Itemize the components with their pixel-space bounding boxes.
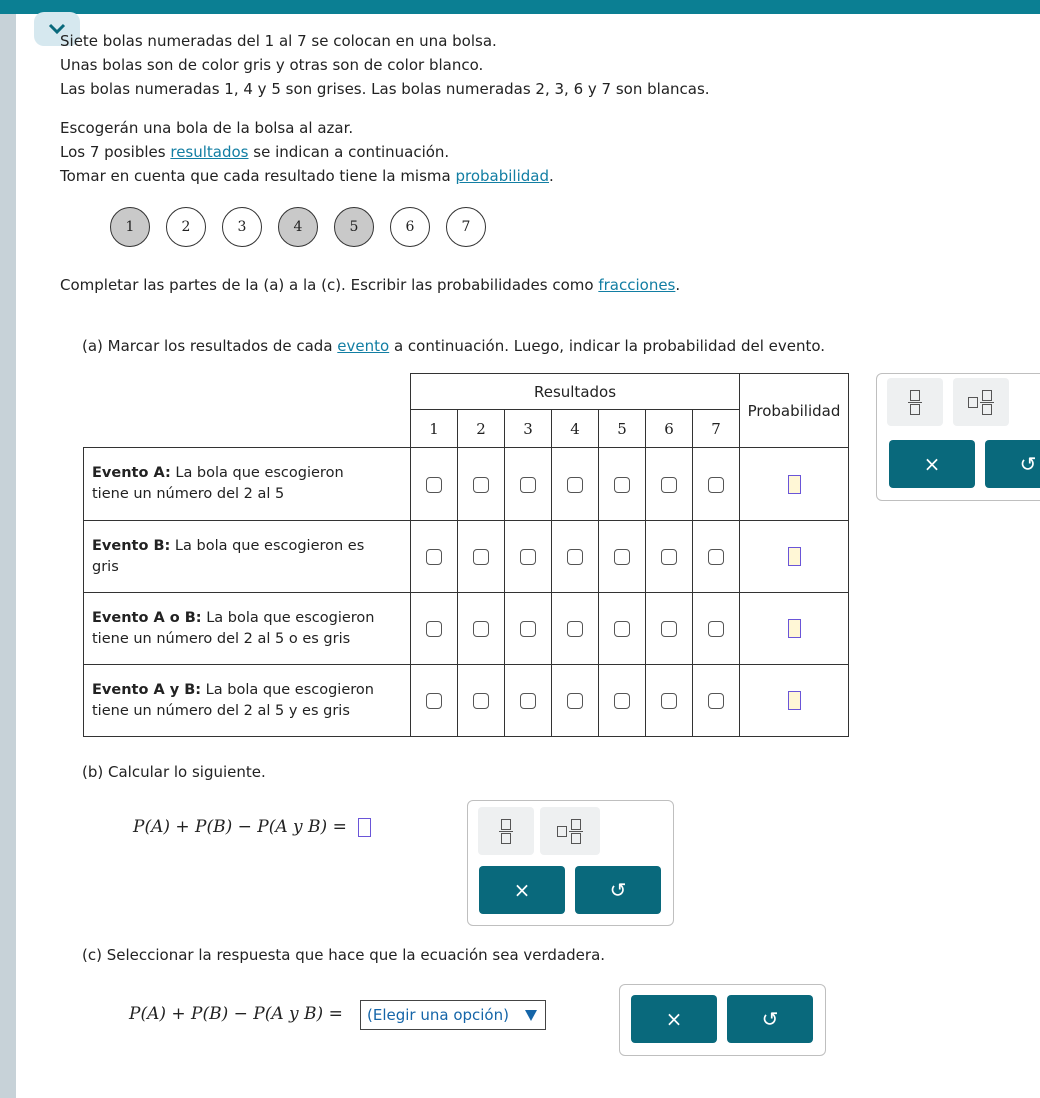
outcome-checkbox-3[interactable] xyxy=(520,621,536,637)
event-description xyxy=(84,448,411,521)
outcome-checkbox-4[interactable] xyxy=(567,621,583,637)
fraction-button[interactable] xyxy=(887,378,943,426)
mixed-number-icon xyxy=(968,390,994,415)
part-a-tool-panel xyxy=(876,373,1040,501)
event-label: Evento A: xyxy=(92,465,171,481)
outcome-header-6: 6 xyxy=(646,410,693,448)
outcome-checkbox-2[interactable] xyxy=(473,621,489,637)
outcome-cell xyxy=(411,448,458,521)
outcome-checkbox-6[interactable] xyxy=(661,549,677,565)
outcome-cell xyxy=(552,448,599,521)
outcome-cell xyxy=(458,593,505,665)
outcome-header-3: 3 xyxy=(505,410,552,448)
outcome-checkbox-2[interactable] xyxy=(473,549,489,565)
outcome-checkbox-7[interactable] xyxy=(708,477,724,493)
event-label: Evento B: xyxy=(92,537,171,554)
table-row xyxy=(84,665,849,737)
outcome-cell xyxy=(646,448,693,521)
outcome-cell xyxy=(552,665,599,737)
outcome-cell xyxy=(411,665,458,737)
outcome-checkbox-1[interactable] xyxy=(426,621,442,637)
outcome-cell xyxy=(599,448,646,521)
outcome-checkbox-5[interactable] xyxy=(614,621,630,637)
intro-line-5-post: se indican a continuación. xyxy=(248,143,450,161)
outcome-cell xyxy=(552,593,599,665)
outcome-cell xyxy=(599,593,646,665)
outcome-checkbox-6[interactable] xyxy=(661,621,677,637)
intro-line-6-pre: Tomar en cuenta que cada resultado tiene la misma xyxy=(60,167,456,185)
part-a-post: a continuación. Luego, indicar la probabilidad del evento. xyxy=(389,337,826,355)
part-b-equation xyxy=(133,817,371,837)
outcome-checkbox-5[interactable] xyxy=(614,693,630,709)
ball-4: 4 xyxy=(278,207,318,247)
outcome-checkbox-4[interactable] xyxy=(567,549,583,565)
outcome-cell xyxy=(458,448,505,521)
outcome-cell xyxy=(693,448,740,521)
outcome-cell xyxy=(599,521,646,593)
event-text-1: La bola que escogieron xyxy=(170,465,344,481)
outcome-checkbox-4[interactable] xyxy=(567,693,583,709)
probability-answer-box[interactable] xyxy=(788,691,801,710)
event-label: Evento A y B: xyxy=(92,681,202,698)
outcome-cell xyxy=(458,665,505,737)
answer-select[interactable] xyxy=(360,1000,546,1030)
intro-line-1: Siete bolas numeradas del 1 al 7 se colocan en una bolsa. xyxy=(60,32,497,50)
ball-2: 2 xyxy=(166,207,206,247)
intro-line-2: Unas bolas son de color gris y otras son de color blanco. xyxy=(60,56,484,74)
evento-link[interactable]: evento xyxy=(337,337,390,355)
instructions-post: . xyxy=(675,276,681,294)
intro-line-3: Las bolas numeradas 1, 4 y 5 son grises. Las bolas numeradas 2, 3, 6 y 7 son blancas. xyxy=(60,80,710,98)
fraction-icon xyxy=(499,819,513,844)
instructions-pre: Completar las partes de la (a) a la (c). Escribir las probabilidades como xyxy=(60,276,599,294)
event-description xyxy=(84,593,411,665)
fraction-icon xyxy=(908,390,922,415)
outcome-checkbox-1[interactable] xyxy=(426,549,442,565)
outcome-cell xyxy=(505,521,552,593)
probability-answer-box[interactable] xyxy=(788,475,801,494)
ball-1: 1 xyxy=(110,207,150,247)
undo-button[interactable]: ↺ xyxy=(727,995,813,1043)
outcome-checkbox-2[interactable] xyxy=(473,693,489,709)
outcome-cell xyxy=(693,665,740,737)
event-text-2: tiene un número del 2 al 5 xyxy=(92,486,285,502)
table-row xyxy=(84,448,849,521)
outcome-checkbox-5[interactable] xyxy=(614,477,630,493)
outcome-cell xyxy=(411,521,458,593)
undo-button[interactable]: ↺ xyxy=(985,440,1040,488)
event-text-1: La bola que escogieron es xyxy=(170,537,365,554)
mixed-number-button[interactable] xyxy=(953,378,1009,426)
intro-line-6-post: . xyxy=(549,167,554,185)
event-text-1: La bola que escogieron xyxy=(201,609,375,626)
outcome-checkbox-3[interactable] xyxy=(520,549,536,565)
ball-6: 6 xyxy=(390,207,430,247)
outcome-cell xyxy=(646,521,693,593)
part-b-equation-text: P(A) + P(B) − P(A y B) = xyxy=(133,817,347,837)
part-c-equation: P(A) + P(B) − P(A y B) = xyxy=(129,1004,343,1024)
outcome-cell xyxy=(505,448,552,521)
outcome-checkbox-5[interactable] xyxy=(614,549,630,565)
outcome-cell xyxy=(599,665,646,737)
dropdown-arrow-icon xyxy=(525,1010,537,1021)
probabilidad-link[interactable]: probabilidad xyxy=(455,167,549,185)
outcome-checkbox-2[interactable] xyxy=(473,477,489,493)
intro-line-5 xyxy=(60,143,449,161)
part-c-title: (c) Seleccionar la respuesta que hace que la ecuación sea verdadera. xyxy=(82,946,606,964)
fraction-button[interactable] xyxy=(478,807,534,855)
probability-cell xyxy=(740,593,849,665)
ball-7: 7 xyxy=(446,207,486,247)
outcome-checkbox-6[interactable] xyxy=(661,477,677,493)
event-text-2: tiene un número del 2 al 5 y es gris xyxy=(92,702,350,719)
outcome-checkbox-7[interactable] xyxy=(708,549,724,565)
intro-line-6 xyxy=(60,167,554,185)
event-description xyxy=(84,665,411,737)
outcome-checkbox-3[interactable] xyxy=(520,477,536,493)
mixed-number-icon xyxy=(557,819,583,844)
probability-answer-box[interactable] xyxy=(788,619,801,638)
part-c-tool-panel xyxy=(619,984,826,1056)
clear-button[interactable]: × xyxy=(479,866,565,914)
outcome-checkbox-1[interactable] xyxy=(426,693,442,709)
outcome-cell xyxy=(411,593,458,665)
part-b-title: (b) Calcular lo siguiente. xyxy=(82,763,266,781)
outcome-checkbox-4[interactable] xyxy=(567,477,583,493)
event-description xyxy=(84,521,411,593)
results-header: Resultados xyxy=(411,374,740,410)
part-b-answer-box[interactable] xyxy=(358,818,371,837)
outcome-header-2: 2 xyxy=(458,410,505,448)
answer-select-value: (Elegir una opción) xyxy=(367,1006,509,1024)
outcome-cell xyxy=(505,593,552,665)
part-b-tool-panel xyxy=(467,800,674,926)
events-table xyxy=(83,373,849,737)
probability-answer-box[interactable] xyxy=(788,547,801,566)
intro-line-4: Escogerán una bola de la bolsa al azar. xyxy=(60,119,354,137)
instructions xyxy=(60,276,680,294)
outcome-cell xyxy=(646,593,693,665)
event-rows xyxy=(84,448,849,737)
table-row xyxy=(84,521,849,593)
undo-button[interactable]: ↺ xyxy=(575,866,661,914)
outcome-header-5: 5 xyxy=(599,410,646,448)
outcome-checkbox-3[interactable] xyxy=(520,693,536,709)
event-label: Evento A o B: xyxy=(92,609,202,626)
outcome-cell xyxy=(693,521,740,593)
fracciones-link[interactable]: fracciones xyxy=(598,276,676,294)
table-row xyxy=(84,593,849,665)
event-text-2: gris xyxy=(92,558,119,575)
outcome-cell xyxy=(693,593,740,665)
outcome-cell xyxy=(458,521,505,593)
clear-button[interactable]: × xyxy=(631,995,717,1043)
outcome-checkbox-1[interactable] xyxy=(426,477,442,493)
outcome-cell xyxy=(646,665,693,737)
event-text-1: La bola que escogieron xyxy=(201,681,374,698)
outcome-checkbox-7[interactable] xyxy=(708,693,724,709)
outcome-checkbox-7[interactable] xyxy=(708,621,724,637)
outcome-checkbox-6[interactable] xyxy=(661,693,677,709)
outcome-cell xyxy=(552,521,599,593)
mixed-number-button[interactable] xyxy=(540,807,600,855)
table-corner xyxy=(84,374,411,448)
intro-line-5-pre: Los 7 posibles xyxy=(60,143,171,161)
probability-cell xyxy=(740,665,849,737)
ball-3: 3 xyxy=(222,207,262,247)
outcome-header-4: 4 xyxy=(552,410,599,448)
ball-5: 5 xyxy=(334,207,374,247)
probability-header: Probabilidad xyxy=(740,374,849,448)
probability-cell xyxy=(740,521,849,593)
left-gutter xyxy=(0,14,16,1098)
outcome-header-1: 1 xyxy=(411,410,458,448)
outcome-cell xyxy=(505,665,552,737)
clear-button[interactable]: × xyxy=(889,440,975,488)
part-a-pre: (a) Marcar los resultados de cada xyxy=(82,337,338,355)
resultados-link[interactable]: resultados xyxy=(170,143,249,161)
outcome-header-7: 7 xyxy=(693,410,740,448)
top-bar xyxy=(0,0,1040,14)
probability-cell xyxy=(740,448,849,521)
part-a-title xyxy=(82,337,825,355)
event-text-2: tiene un número del 2 al 5 o es gris xyxy=(92,630,351,647)
